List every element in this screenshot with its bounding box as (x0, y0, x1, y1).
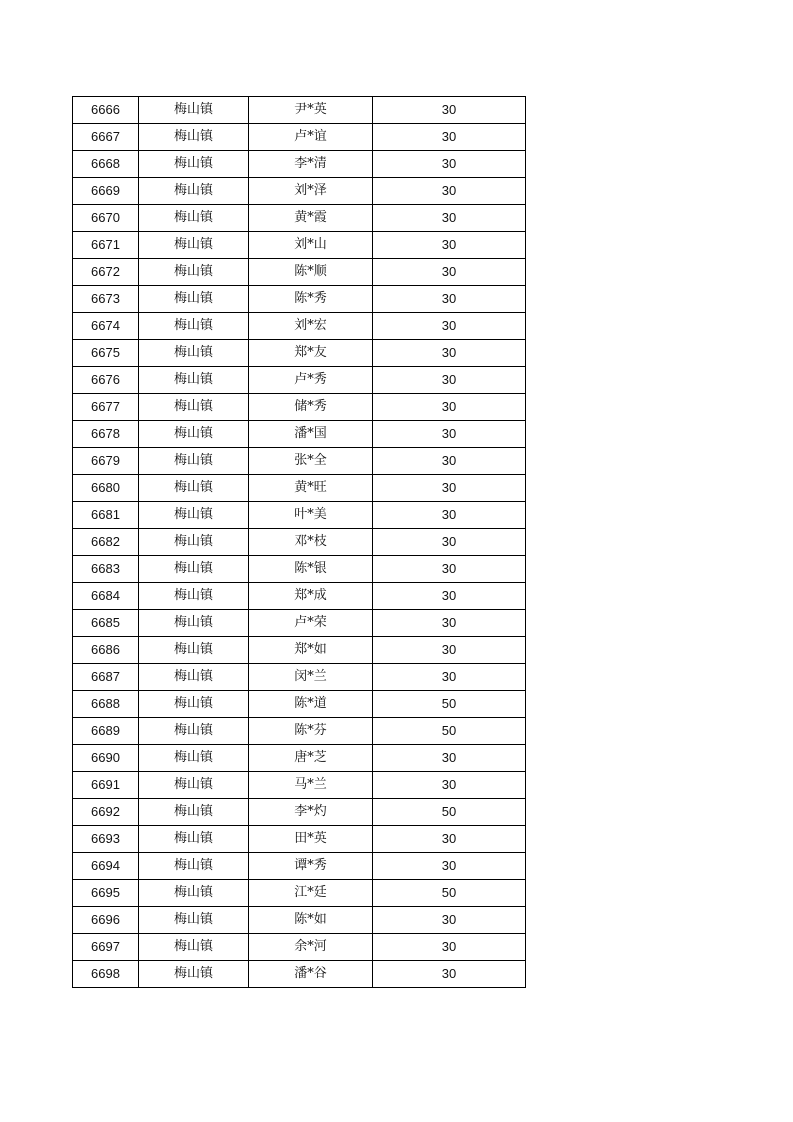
amount-cell: 30 (373, 772, 526, 799)
table-row (73, 151, 526, 178)
town-cell: 梅山镇 (139, 502, 249, 529)
table-row (73, 394, 526, 421)
table-row (73, 97, 526, 124)
name-cell: 马*兰 (249, 772, 373, 799)
town-cell: 梅山镇 (139, 664, 249, 691)
name-cell: 叶*美 (249, 502, 373, 529)
table-row (73, 178, 526, 205)
serial-number-cell: 6679 (73, 448, 139, 475)
town-cell: 梅山镇 (139, 718, 249, 745)
name-cell: 刘*泽 (249, 178, 373, 205)
amount-cell: 30 (373, 826, 526, 853)
table-row (73, 880, 526, 907)
table-row (73, 367, 526, 394)
serial-number-cell: 6673 (73, 286, 139, 313)
amount-cell: 30 (373, 259, 526, 286)
table-row (73, 124, 526, 151)
name-cell: 余*河 (249, 934, 373, 961)
town-cell: 梅山镇 (139, 151, 249, 178)
amount-cell: 30 (373, 745, 526, 772)
town-cell: 梅山镇 (139, 259, 249, 286)
serial-number-cell: 6692 (73, 799, 139, 826)
amount-cell: 30 (373, 583, 526, 610)
name-cell: 郑*成 (249, 583, 373, 610)
serial-number-cell: 6672 (73, 259, 139, 286)
table-row (73, 610, 526, 637)
name-cell: 黄*霞 (249, 205, 373, 232)
name-cell: 陈*道 (249, 691, 373, 718)
serial-number-cell: 6697 (73, 934, 139, 961)
name-cell: 刘*山 (249, 232, 373, 259)
serial-number-cell: 6677 (73, 394, 139, 421)
amount-cell: 30 (373, 205, 526, 232)
town-cell: 梅山镇 (139, 340, 249, 367)
amount-cell: 30 (373, 124, 526, 151)
town-cell: 梅山镇 (139, 853, 249, 880)
amount-cell: 30 (373, 448, 526, 475)
name-cell: 李*清 (249, 151, 373, 178)
serial-number-cell: 6676 (73, 367, 139, 394)
table-row (73, 529, 526, 556)
amount-cell: 30 (373, 907, 526, 934)
name-cell: 尹*英 (249, 97, 373, 124)
table-row (73, 205, 526, 232)
serial-number-cell: 6693 (73, 826, 139, 853)
table-row (73, 907, 526, 934)
name-cell: 陈*如 (249, 907, 373, 934)
name-cell: 李*灼 (249, 799, 373, 826)
name-cell: 卢*秀 (249, 367, 373, 394)
table-row (73, 934, 526, 961)
amount-cell: 30 (373, 313, 526, 340)
amount-cell: 30 (373, 475, 526, 502)
amount-cell: 50 (373, 718, 526, 745)
serial-number-cell: 6689 (73, 718, 139, 745)
name-cell: 唐*芝 (249, 745, 373, 772)
amount-cell: 30 (373, 178, 526, 205)
table-row (73, 502, 526, 529)
table-row (73, 718, 526, 745)
amount-cell: 30 (373, 610, 526, 637)
amount-cell: 30 (373, 340, 526, 367)
table-row (73, 313, 526, 340)
town-cell: 梅山镇 (139, 394, 249, 421)
amount-cell: 30 (373, 151, 526, 178)
amount-cell: 50 (373, 691, 526, 718)
town-cell: 梅山镇 (139, 556, 249, 583)
table-body (73, 97, 526, 988)
subsidy-table (72, 96, 526, 988)
town-cell: 梅山镇 (139, 178, 249, 205)
table-row (73, 853, 526, 880)
town-cell: 梅山镇 (139, 367, 249, 394)
amount-cell: 30 (373, 529, 526, 556)
amount-cell: 30 (373, 853, 526, 880)
amount-cell: 30 (373, 637, 526, 664)
serial-number-cell: 6681 (73, 502, 139, 529)
town-cell: 梅山镇 (139, 448, 249, 475)
town-cell: 梅山镇 (139, 124, 249, 151)
table-row (73, 691, 526, 718)
serial-number-cell: 6684 (73, 583, 139, 610)
town-cell: 梅山镇 (139, 529, 249, 556)
name-cell: 闵*兰 (249, 664, 373, 691)
town-cell: 梅山镇 (139, 475, 249, 502)
serial-number-cell: 6682 (73, 529, 139, 556)
serial-number-cell: 6690 (73, 745, 139, 772)
table-row (73, 664, 526, 691)
town-cell: 梅山镇 (139, 745, 249, 772)
serial-number-cell: 6669 (73, 178, 139, 205)
serial-number-cell: 6666 (73, 97, 139, 124)
name-cell: 陈*芬 (249, 718, 373, 745)
name-cell: 郑*如 (249, 637, 373, 664)
amount-cell: 30 (373, 97, 526, 124)
serial-number-cell: 6683 (73, 556, 139, 583)
table-row (73, 637, 526, 664)
name-cell: 卢*谊 (249, 124, 373, 151)
amount-cell: 30 (373, 286, 526, 313)
table-row (73, 448, 526, 475)
town-cell: 梅山镇 (139, 205, 249, 232)
serial-number-cell: 6698 (73, 961, 139, 988)
serial-number-cell: 6680 (73, 475, 139, 502)
name-cell: 黄*旺 (249, 475, 373, 502)
name-cell: 刘*宏 (249, 313, 373, 340)
table-row (73, 583, 526, 610)
amount-cell: 30 (373, 232, 526, 259)
name-cell: 潘*谷 (249, 961, 373, 988)
amount-cell: 30 (373, 502, 526, 529)
table-row (73, 556, 526, 583)
serial-number-cell: 6667 (73, 124, 139, 151)
serial-number-cell: 6696 (73, 907, 139, 934)
name-cell: 卢*荣 (249, 610, 373, 637)
town-cell: 梅山镇 (139, 232, 249, 259)
name-cell: 田*英 (249, 826, 373, 853)
name-cell: 谭*秀 (249, 853, 373, 880)
name-cell: 陈*秀 (249, 286, 373, 313)
serial-number-cell: 6668 (73, 151, 139, 178)
town-cell: 梅山镇 (139, 97, 249, 124)
serial-number-cell: 6686 (73, 637, 139, 664)
name-cell: 邓*枝 (249, 529, 373, 556)
table-row (73, 232, 526, 259)
table-row (73, 772, 526, 799)
serial-number-cell: 6670 (73, 205, 139, 232)
amount-cell: 30 (373, 961, 526, 988)
serial-number-cell: 6691 (73, 772, 139, 799)
table-row (73, 745, 526, 772)
amount-cell: 30 (373, 367, 526, 394)
table-row (73, 421, 526, 448)
amount-cell: 30 (373, 934, 526, 961)
table-row (73, 961, 526, 988)
town-cell: 梅山镇 (139, 880, 249, 907)
name-cell: 陈*顺 (249, 259, 373, 286)
serial-number-cell: 6671 (73, 232, 139, 259)
town-cell: 梅山镇 (139, 691, 249, 718)
town-cell: 梅山镇 (139, 907, 249, 934)
serial-number-cell: 6678 (73, 421, 139, 448)
amount-cell: 50 (373, 880, 526, 907)
name-cell: 郑*友 (249, 340, 373, 367)
amount-cell: 50 (373, 799, 526, 826)
table-row (73, 286, 526, 313)
serial-number-cell: 6687 (73, 664, 139, 691)
serial-number-cell: 6694 (73, 853, 139, 880)
name-cell: 储*秀 (249, 394, 373, 421)
town-cell: 梅山镇 (139, 961, 249, 988)
table-row (73, 340, 526, 367)
town-cell: 梅山镇 (139, 421, 249, 448)
table-row (73, 475, 526, 502)
town-cell: 梅山镇 (139, 772, 249, 799)
town-cell: 梅山镇 (139, 610, 249, 637)
town-cell: 梅山镇 (139, 286, 249, 313)
town-cell: 梅山镇 (139, 934, 249, 961)
amount-cell: 30 (373, 664, 526, 691)
name-cell: 陈*银 (249, 556, 373, 583)
town-cell: 梅山镇 (139, 637, 249, 664)
town-cell: 梅山镇 (139, 799, 249, 826)
amount-cell: 30 (373, 421, 526, 448)
amount-cell: 30 (373, 556, 526, 583)
serial-number-cell: 6675 (73, 340, 139, 367)
name-cell: 张*全 (249, 448, 373, 475)
serial-number-cell: 6688 (73, 691, 139, 718)
table-row (73, 826, 526, 853)
name-cell: 江*廷 (249, 880, 373, 907)
table-row (73, 799, 526, 826)
name-cell: 潘*国 (249, 421, 373, 448)
town-cell: 梅山镇 (139, 313, 249, 340)
amount-cell: 30 (373, 394, 526, 421)
town-cell: 梅山镇 (139, 826, 249, 853)
table-row (73, 259, 526, 286)
serial-number-cell: 6685 (73, 610, 139, 637)
serial-number-cell: 6674 (73, 313, 139, 340)
serial-number-cell: 6695 (73, 880, 139, 907)
town-cell: 梅山镇 (139, 583, 249, 610)
